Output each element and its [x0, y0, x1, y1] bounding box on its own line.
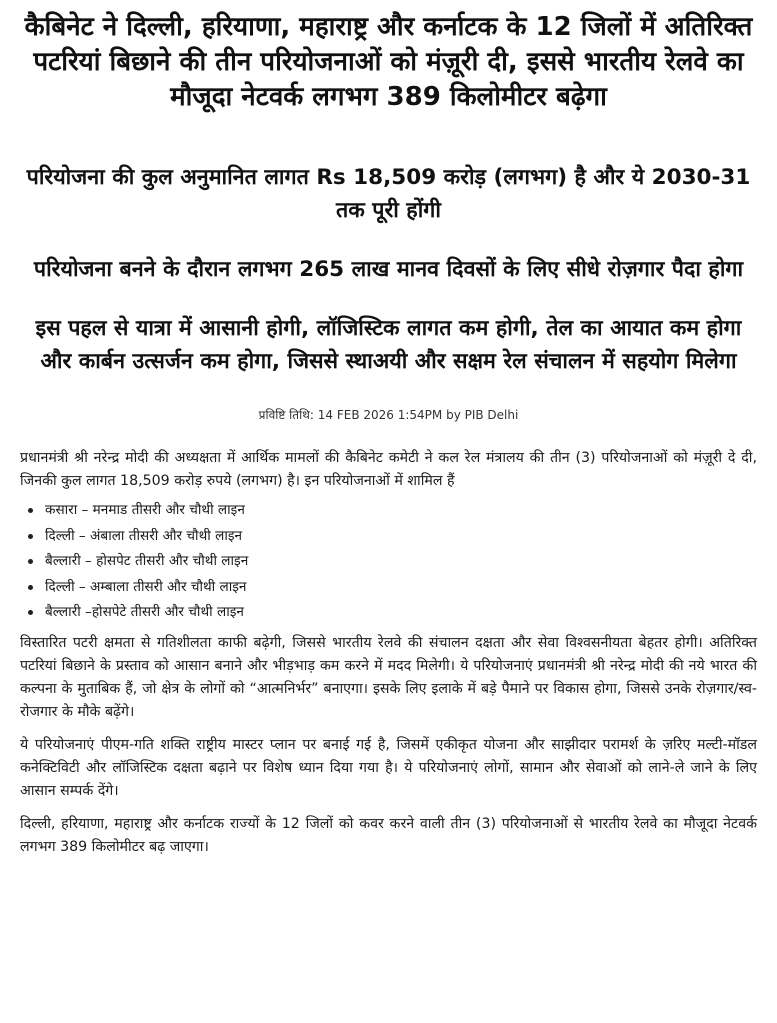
- headline: कैबिनेट ने दिल्ली, हरियाणा, महाराष्ट्र और कर्नाटक के 12 जिलों में अतिरिक्त पटरियां बिछाने की तीन परियोजनाओं को मंज़ूरी दी, इससे भारतीय रेलवे का मौजूदा नेटवर्क लगभग 389 किलोमीटर बढ़ेगा: [24, 12, 753, 112]
- bullet-icon: [28, 559, 33, 564]
- subheading-benefits: इस पहल से यात्रा में आसानी होगी, लॉजिस्टिक लागत कम होगी, तेल का आयात कम होगा और कार्बन उत्सर्जन कम होगा, जिससे स्थाअयी और सक्षम रेल संचालन में सहयोग मिलेगा: [35, 316, 742, 374]
- list-item: कसारा – मनमाड तीसरी और चौथी लाइन: [28, 498, 757, 524]
- posted-date: प्रविष्टि तिथि: 14 FEB 2026 1:54PM by PIB Delhi: [258, 408, 519, 422]
- bullet-icon: [28, 508, 33, 513]
- paragraph-intro: प्रधानमंत्री श्री नरेन्द्र मोदी की अध्यक्षता में आर्थिक मामलों की कैबिनेट कमेटी ने कल रेल मंत्रालय की तीन (3) परियोजनाओं को मंज़ूरी दे दी, जिनकी कुल लागत 18,509 करोड़ रुपये (लगभग) है। इन परियोजनाओं में शामिल हैं: [20, 450, 757, 489]
- bullet-icon: [28, 610, 33, 615]
- paragraph-gatishakti: ये परियोजनाएं पीएम-गति शक्ति राष्ट्रीय मास्टर प्लान पर बनाई गई है, जिसमें एकीकृत योजना और साझीदार परामर्श के ज़रिए मल्टी-मॉडल कनेक्टिविटी और लॉजिस्टिक दक्षता बढ़ाने पर विशेष ध्यान दिया गया है। ये परियोजनाएं लोगों, सामान और सेवाओं को लाने-ले जाने के लिए आसान सम्पर्क देंगे।: [20, 736, 757, 799]
- subheading-cost: परियोजना की कुल अनुमानित लागत Rs 18,509 करोड़ (लगभग) है और ये 2030-31 तक पूरी होंगी: [26, 165, 751, 223]
- bullet-icon: [28, 585, 33, 590]
- list-item: बैल्लारी – होसपेट तीसरी और चौथी लाइन: [28, 549, 757, 575]
- project-list: [20, 498, 757, 626]
- list-item: दिल्ली – अंबाला तीसरी और चौथी लाइन: [28, 524, 757, 550]
- list-item: दिल्ली – अम्बाला तीसरी और चौथी लाइन: [28, 575, 757, 601]
- subheading-employment: परियोजना बनने के दौरान लगभग 265 लाख मानव दिवसों के लिए सीधे रोज़गार पैदा होगा: [33, 257, 744, 282]
- paragraph-capacity: विस्तारित पटरी क्षमता से गतिशीलता काफी बढ़ेगी, जिससे भारतीय रेलवे की संचालन दक्षता और सेवा विश्वसनीयता बेहतर होगी। अतिरिक्त पटरियां बिछाने के प्रस्ताव को आसान बनाने और भीड़भाड़ कम करने में मदद मिलेगी। ये परियोजनाएं प्रधानमंत्री श्री नरेन्द्र मोदी की नये भारत की कल्पना के मुताबिक हैं, जो क्षेत्र के लोगों को “आत्मनिर्भर” बनाएगा। इसके लिए इलाके में बड़े पैमाने पर विकास होगा, जिससे उनके रोज़गार/स्व-रोजगार के मौके बढ़ेंगे।: [20, 634, 757, 720]
- paragraph-network: दिल्ली, हरियाणा, महाराष्ट्र और कर्नाटक राज्यों के 12 जिलों को कवर करने वाली तीन (3) परियोजनाओं से भारतीय रेलवे का मौजूदा नेटवर्क लगभग 389 किलोमीटर बढ़ जाएगा।: [20, 815, 757, 855]
- list-item: बैल्लारी –होसपेटे तीसरी और चौथी लाइन: [28, 600, 757, 626]
- bullet-icon: [28, 534, 33, 539]
